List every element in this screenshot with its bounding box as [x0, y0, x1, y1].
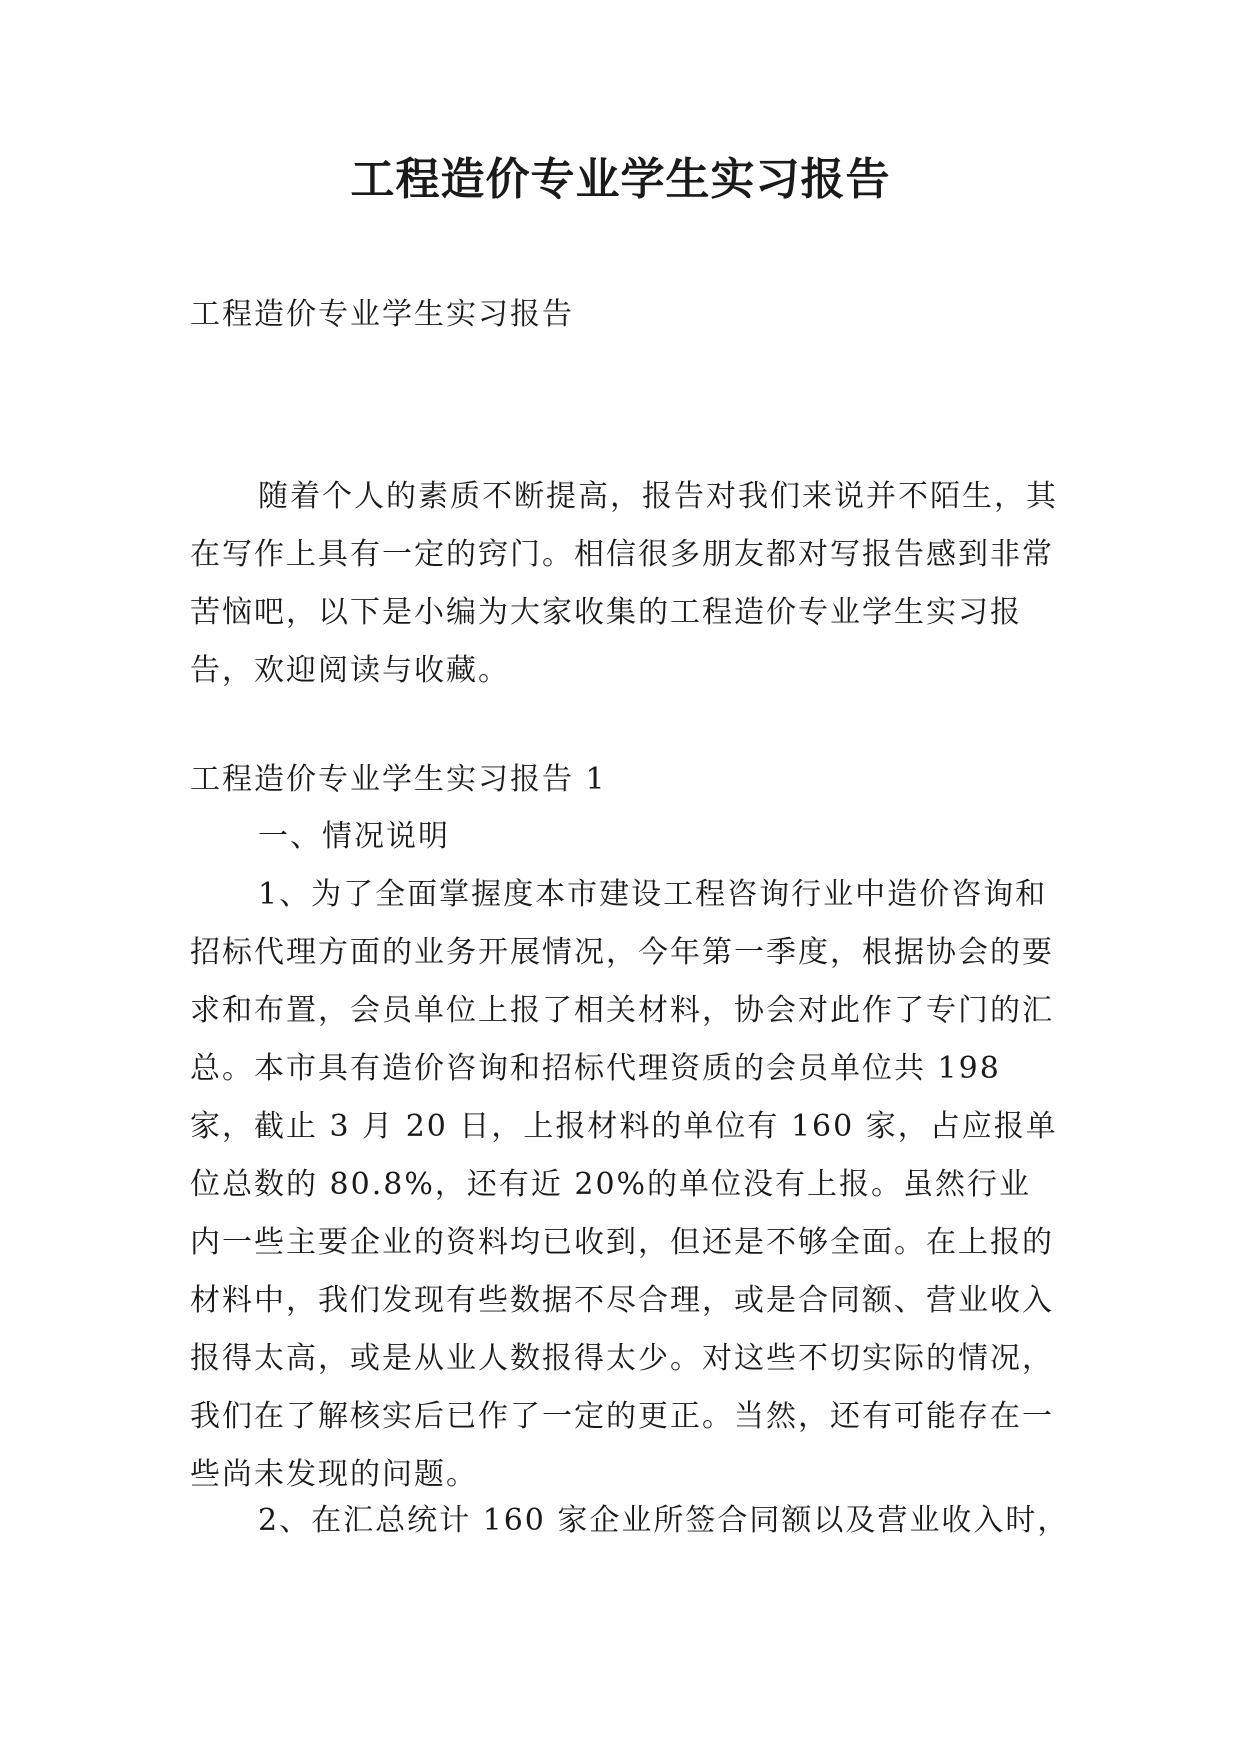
body-paragraph-2: 2、在汇总统计 160 家企业所签合同额以及营业收入时，	[258, 1503, 1070, 1538]
body-paragraph-1: 1、为了全面掌握度本市建设工程咨询行业中造价咨询和招标代理方面的业务开展情况，今年第一季度，根据协会的要求和布置，会员单位上报了相关材料，协会对此作了专门的汇总。本市具有造价咨询和招标代理资质的会员单位共 198 家，截止 3 月 20 日，上报材料的单位有 160 家，占应报单位总数的 80.8%，还有近 20%的单位没有上报。虽然行业内一些主要企业的资料均已收到，但还是不够全面。在上报的材料中，我们发现有些数据不尽合理，或是合同额、营业收入报得太高，或是从业人数报得太少。对这些不切实际的情况，我们在了解核实后已作了一定的更正。当然，还有可能存在一些尚未发现的问题。	[190, 877, 1058, 1492]
section-heading-situation: 一、情况说明	[258, 819, 450, 854]
document-subtitle: 工程造价专业学生实习报告	[190, 297, 574, 332]
document-title: 工程造价专业学生实习报告	[350, 154, 891, 205]
intro-paragraph: 随着个人的素质不断提高，报告对我们来说并不陌生，其在写作上具有一定的窍门。相信很多朋友都对写报告感到非常苦恼吧，以下是小编为大家收集的工程造价专业学生实习报告，欢迎阅读与收藏。	[190, 479, 1058, 688]
section-title: 工程造价专业学生实习报告 1	[190, 762, 607, 797]
